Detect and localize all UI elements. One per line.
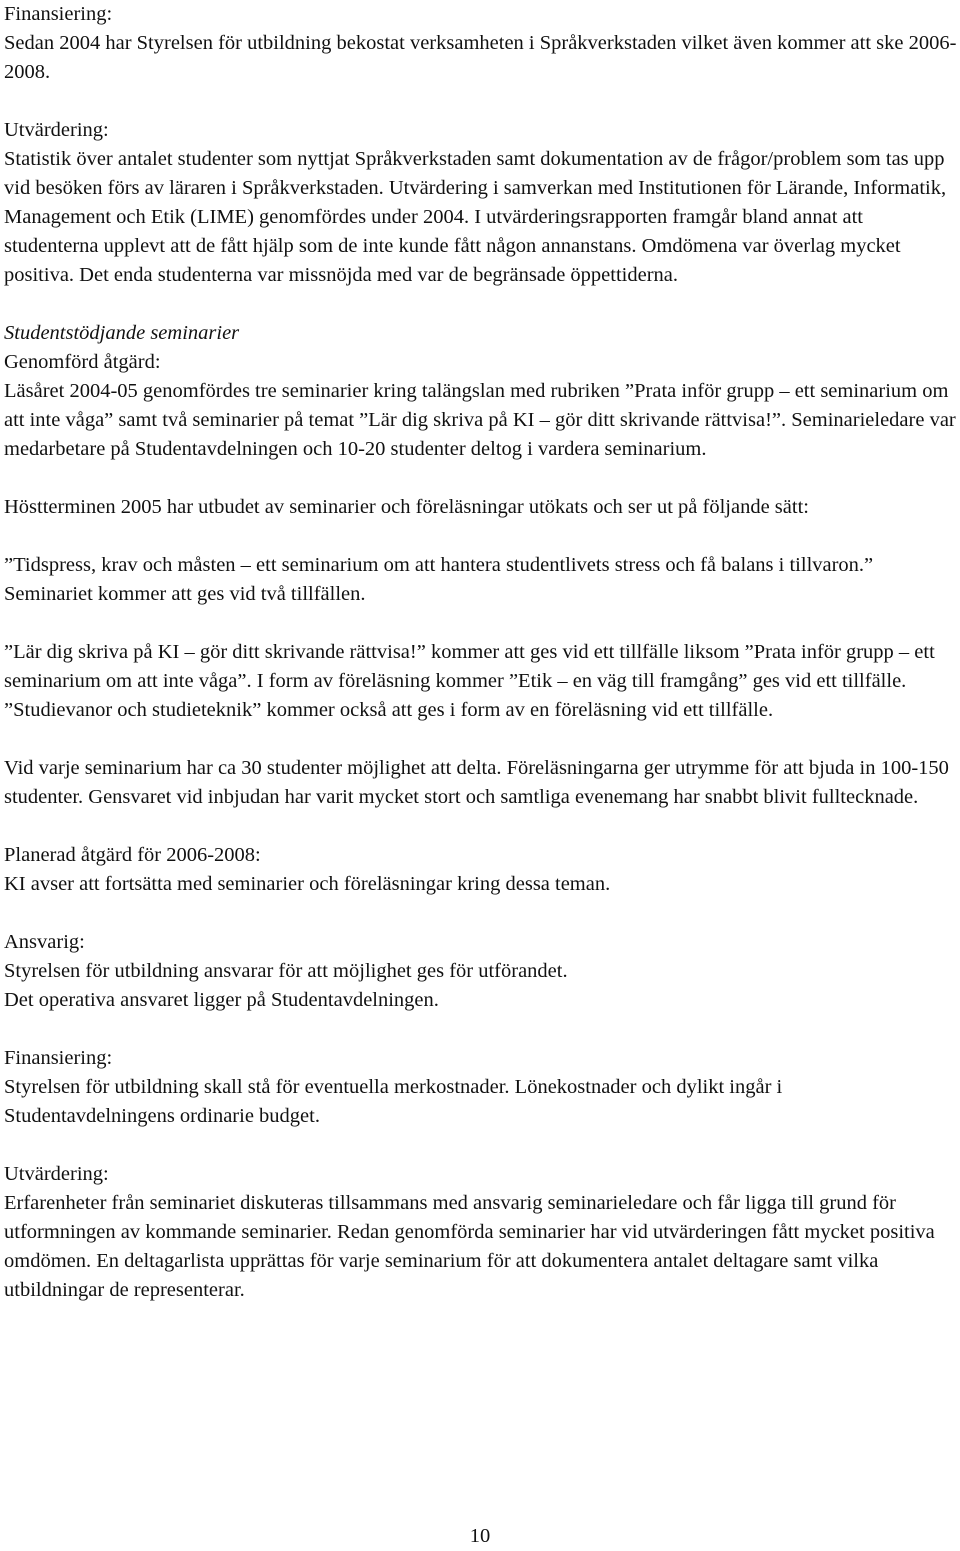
autumn-term-text: Höstterminen 2005 har utbudet av seminarier och föreläsningar utökats och ser ut på följande sätt: bbox=[4, 496, 809, 518]
evaluation-section-1 bbox=[4, 116, 958, 290]
financing-label: Finansiering: bbox=[4, 3, 113, 25]
financing-section-2 bbox=[4, 1044, 958, 1131]
evaluation-text-2: Erfarenheter från seminariet diskuteras tillsammans med ansvarig seminarieledare och får ligga till grund för utformningen av kommande seminarier. Redan genomförda seminarier har vid utvärderingen fått mycket positiva omdömen. En deltagarlista upprättas för varje seminarium för att dokumentera antalet deltagare samt vilka utbildningar de representerar. bbox=[4, 1192, 935, 1301]
planned-action-section bbox=[4, 841, 958, 899]
completed-action-label: Genomförd åtgärd: bbox=[4, 351, 161, 373]
responsible-section bbox=[4, 928, 958, 1015]
responsible-line-1: Styrelsen för utbildning ansvarar för att möjlighet ges för utförandet. bbox=[4, 960, 568, 982]
financing-text-2: Styrelsen för utbildning skall stå för eventuella merkostnader. Lönekostnader och dylikt ingår i Studentavdelningens ordinarie budget. bbox=[4, 1076, 783, 1127]
writing-seminar-text: ”Lär dig skriva på KI – gör ditt skrivande rättvisa!” kommer att ges vid ett tillfälle liksom ”Prata inför grupp – ett seminarium om att inte våga”. I form av föreläsning kommer ”Etik – en väg till framgång” ges vid ett tillfälle. ”Studievanor och studieteknik” kommer också att ges i form av en föreläsning vid ett tillfälle. bbox=[4, 641, 935, 721]
evaluation-label-2: Utvärdering: bbox=[4, 1163, 109, 1185]
financing-section-1 bbox=[4, 0, 958, 87]
responsible-label: Ansvarig: bbox=[4, 931, 85, 953]
capacity-text: Vid varje seminarium har ca 30 studenter möjlighet att delta. Föreläsningarna ger utrymme för att bjuda in 100-150 studenter. Gensvaret vid inbjudan har varit mycket stort och samtliga evenemang har snabbt blivit fulltecknade. bbox=[4, 757, 949, 808]
document-page bbox=[4, 0, 958, 1305]
seminar-section bbox=[4, 319, 958, 464]
responsible-line-2: Det operativa ansvaret ligger på Studentavdelningen. bbox=[4, 989, 439, 1011]
completed-action-text: Läsåret 2004-05 genomfördes tre seminarier kring talängslan med rubriken ”Prata inför grupp – ett seminarium om att inte våga” samt två seminarier på temat ”Lär dig skriva på KI – gör ditt skrivande rättvisa!”. Seminarieledare var medarbetare på Studentavdelningen och 10-20 studenter deltog i vardera seminarium. bbox=[4, 380, 956, 460]
time-pressure-text: ”Tidspress, krav och måsten – ett seminarium om att hantera studentlivets stress och få balans i tillvaron.” Seminariet kommer att ges vid två tillfällen. bbox=[4, 554, 874, 605]
evaluation-label: Utvärdering: bbox=[4, 119, 109, 141]
evaluation-text: Statistik över antalet studenter som nyttjat Språkverkstaden samt dokumentation av de frågor/problem som tas upp vid besöken förs av läraren i Språkverkstaden. Utvärdering i samverkan med Institutionen för Lärande, Informatik, Management och Etik (LIME) genomfördes under 2004. I utvärderingsrapporten framgår bland annat att studenterna upplevt att de fått hjälp som de inte kunde fått någon annanstans. Omdömena var överlag mycket positiva. Det enda studenterna var missnöjda med var de begränsade öppettiderna. bbox=[4, 148, 947, 286]
evaluation-section-2 bbox=[4, 1160, 958, 1305]
page-number: 10 bbox=[469, 1525, 491, 1547]
planned-action-label: Planerad åtgärd för 2006-2008: bbox=[4, 844, 261, 866]
seminar-title: Studentstödjande seminarier bbox=[4, 322, 240, 344]
financing-label-2: Finansiering: bbox=[4, 1047, 113, 1069]
financing-text: Sedan 2004 har Styrelsen för utbildning bekostat verksamheten i Språkverkstaden vilket även kommer att ske 2006-2008. bbox=[4, 32, 957, 83]
planned-action-text: KI avser att fortsätta med seminarier och föreläsningar kring dessa teman. bbox=[4, 873, 611, 895]
